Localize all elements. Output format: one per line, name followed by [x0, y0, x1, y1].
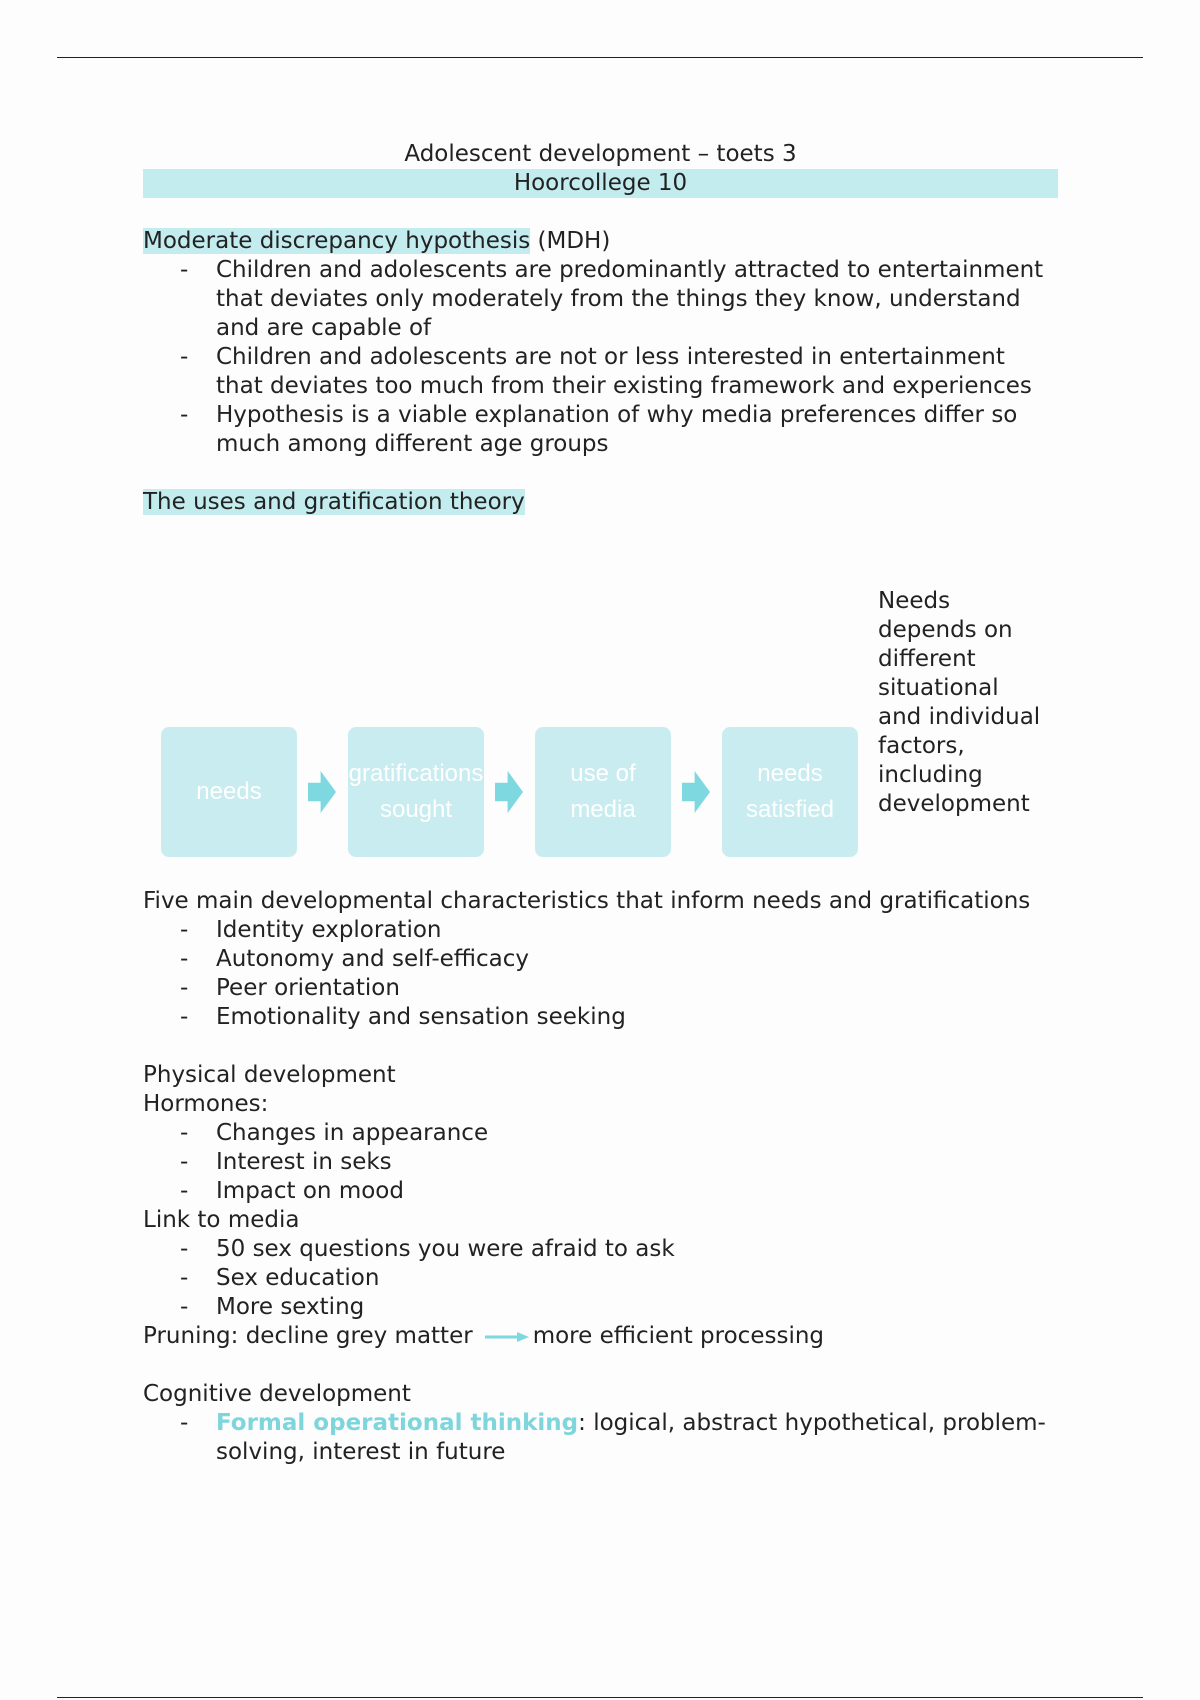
list-item [216, 1409, 1058, 1467]
arrow-right-icon [682, 771, 710, 813]
list-item: - Impact on mood [216, 1177, 1058, 1206]
characteristics-intro: Five main developmental characteristics that inform needs and gratifications [143, 888, 1031, 914]
hormones-list [143, 1119, 1058, 1206]
diagram-step-use-of-media: use of media [535, 727, 671, 857]
list-item: - 50 sex questions you were afraid to ask [216, 1235, 1058, 1264]
list-item: - Children and adolescents are predominantly attracted to entertainment that deviates only moderately from the things they know, understand and are capable of [216, 256, 1058, 343]
diagram-note-line: situational [878, 675, 999, 701]
pruning-left: Pruning: decline grey matter [143, 1323, 473, 1349]
ugt-heading-highlight: The uses and gratification theory [143, 489, 525, 515]
diagram-note-line: factors, [878, 733, 965, 759]
pruning-right: more efficient processing [532, 1323, 825, 1349]
mdh-list [143, 256, 1058, 459]
arrow-right-icon [308, 771, 336, 813]
cognitive-heading: Cognitive development [143, 1381, 411, 1407]
arrow-right-icon [495, 771, 523, 813]
cognitive-list [143, 1409, 1058, 1467]
top-rule [57, 57, 1143, 58]
list-item: - Interest in seks [216, 1148, 1058, 1177]
mdh-heading [143, 227, 1058, 256]
list-item: - Autonomy and self-efficacy [216, 945, 1058, 974]
document-body [143, 140, 1058, 1467]
list-item: - Identity exploration [216, 916, 1058, 945]
diagram-step-needs: needs [161, 727, 297, 857]
hormones-label: Hormones: [143, 1091, 269, 1117]
physical-heading: Physical development [143, 1062, 396, 1088]
diagram-note [878, 587, 1058, 819]
formal-operational-term: Formal operational thinking [216, 1410, 579, 1436]
formal-operational-definition: : logical, abstract hypothetical, problem-solving, interest in future [216, 1410, 1046, 1465]
arrow-right-icon [485, 1331, 529, 1343]
list-item: - Sex education [216, 1264, 1058, 1293]
diagram-step-gratifications-sought: gratifications sought [348, 727, 484, 857]
mdh-heading-highlight: Moderate discrepancy hypothesis [143, 228, 531, 254]
pruning-line [143, 1322, 1058, 1351]
diagram-note-line: development [878, 791, 1030, 817]
diagram-note-line: Needs [878, 588, 951, 614]
mdh-heading-rest: (MDH) [530, 228, 611, 254]
diagram-note-line: depends on [878, 617, 1013, 643]
ugt-diagram [143, 517, 1058, 887]
ugt-heading [143, 488, 1058, 517]
list-item: - More sexting [216, 1293, 1058, 1322]
list-item: - Children and adolescents are not or less interested in entertainment that deviates too much from their existing framework and experiences [216, 343, 1058, 401]
document-title: Adolescent development – toets 3 [404, 141, 797, 167]
characteristics-list [143, 916, 1058, 1032]
bottom-rule [57, 1697, 1143, 1698]
list-item: - Peer orientation [216, 974, 1058, 1003]
diagram-note-line: and individual [878, 704, 1041, 730]
diagram-step-needs-satisfied: needs satisfied [722, 727, 858, 857]
diagram-note-line: different [878, 646, 976, 672]
media-list [143, 1235, 1058, 1322]
lecture-subtitle: Hoorcollege 10 [143, 169, 1058, 198]
media-label: Link to media [143, 1207, 300, 1233]
list-item: - Changes in appearance [216, 1119, 1058, 1148]
list-item: - Emotionality and sensation seeking [216, 1003, 1058, 1032]
list-item: - Hypothesis is a viable explanation of why media preferences differ so much among different age groups [216, 401, 1058, 459]
diagram-note-line: including [878, 762, 983, 788]
